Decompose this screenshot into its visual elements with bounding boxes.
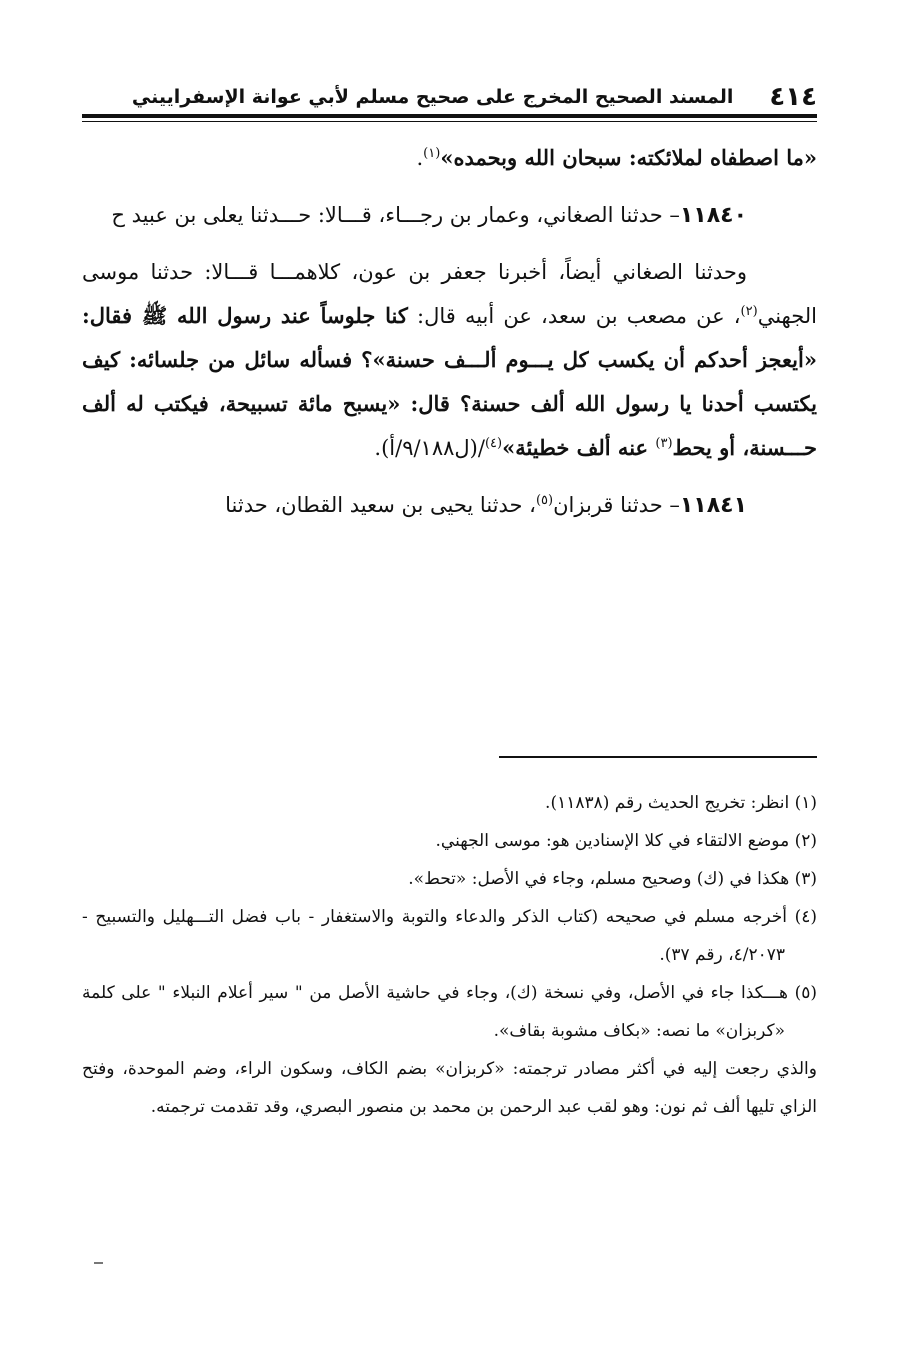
hadith-number: ١١٨٤١ bbox=[679, 493, 747, 518]
page-number: ٤١٤ bbox=[769, 82, 817, 112]
header-rule-thick bbox=[82, 114, 817, 118]
hadith-text: «ما اصطفاه لملائكته: سبحان الله وبحمده» bbox=[440, 145, 817, 170]
isnad-text: – حدثنا الصغاني، وعمار بن رجـــاء، قـــالا: حـــدثنا يعلى بن عبيد ح bbox=[111, 203, 680, 227]
paragraph-hadith-11840 bbox=[82, 194, 817, 237]
footnote-5: (٥) هـــكذا جاء في الأصل، وفي نسخة (ك)، وجاء في حاشية الأصل من " سير أعلام النبلاء " على كلمة «كربزان» ما نصه: «بكاف مشوبة بقاف». bbox=[82, 983, 817, 1041]
header-rule-thin bbox=[82, 121, 817, 122]
sentence-end: . bbox=[416, 146, 424, 170]
page-mark bbox=[94, 1262, 103, 1264]
footnote-3: (٣) هكذا في (ك) وصحيح مسلم، وجاء في الأصل: «تحط». bbox=[408, 869, 817, 889]
footnote-ref-2: (٢) bbox=[740, 304, 758, 319]
footnote-1: (١) انظر: تخريج الحديث رقم (١١٨٣٨). bbox=[545, 793, 817, 813]
paragraph-3 bbox=[82, 251, 817, 470]
footnote-4: (٤) أخرجه مسلم في صحيحه (كتاب الذكر والدعاء والتوبة والاستغفار - باب فضل التـــهليل والتسبيح - ٤/٢٠٧٣، رقم ٣٧). bbox=[82, 907, 817, 965]
footnote-5-continuation: والذي رجعت إليه في أكثر مصادر ترجمته: «كربزان» بضم الكاف، وسكون الراء، وضم الموحدة، وفتح الزاي تليها ألف ثم نون: وهو لقب عبد الرحمن بن محمد بن منصور البصري، وقد تقدمت ترجمته. bbox=[82, 1059, 817, 1117]
main-text bbox=[82, 136, 817, 541]
manuscript-ref: /(ل٩/١٨٨/أ). bbox=[374, 436, 485, 460]
paragraph-hadith-11841 bbox=[82, 484, 817, 527]
isnad-text-cont: ، حدثنا يحيى بن سعيد القطان، حدثنا bbox=[225, 493, 536, 517]
running-title: المسند الصحيح المخرج على صحيح مسلم لأبي عوانة الإسفراييني bbox=[131, 86, 734, 108]
paragraph-1 bbox=[82, 136, 817, 180]
footnote-ref-3: (٣) bbox=[655, 436, 673, 451]
footnote-ref-5: (٥) bbox=[535, 493, 554, 508]
footnote-separator bbox=[499, 756, 817, 758]
hadith-matn-end: عنه ألف خطيئة» bbox=[502, 435, 656, 460]
hadith-number: ١١٨٤٠ bbox=[679, 203, 747, 228]
isnad-text: – حدثنا قربزان bbox=[553, 493, 680, 517]
isnad-text: وحدثنا الصغاني أيضاً، أخبرنا جعفر بن عون، كلاهمـــا قـــالا: حدثنا موسى الجهني bbox=[82, 260, 817, 328]
hadith-matn: كنا جلوساً عند رسول الله ﷺ فقال: «أيعجز أحدكم أن يكسب كل يـــوم ألـــف حسنة»؟ فسأله سائل من جلسائه: كيف يكتسب أحدنا يا رسول الله ألف حسنة؟ قال: «يسبح مائة تسبيحة، فيكتب له ألف حـــسنة، أو يحط bbox=[82, 303, 817, 460]
page-header bbox=[82, 70, 817, 112]
footnote-ref-4: (٤) bbox=[484, 436, 503, 451]
footnote-ref-1: (١) bbox=[423, 146, 441, 161]
footnote-2: (٢) موضع الالتقاء في كلا الإسنادين هو: موسى الجهني. bbox=[435, 831, 817, 851]
isnad-text-cont: ، عن مصعب بن سعد، عن أبيه قال: bbox=[407, 304, 741, 328]
footnotes bbox=[82, 784, 817, 1126]
